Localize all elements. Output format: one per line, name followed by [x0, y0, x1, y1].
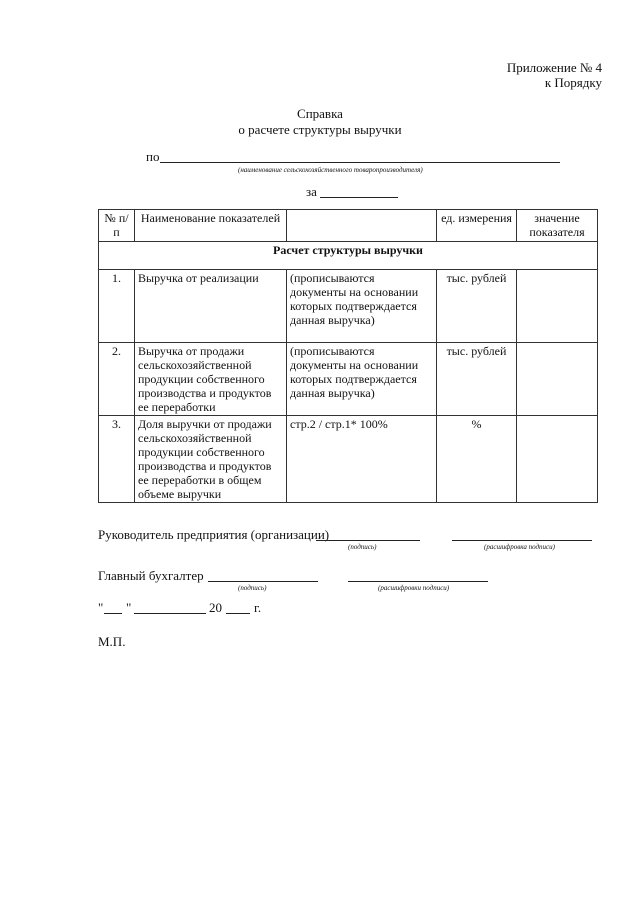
appendix-number: Приложение № 4 [506, 60, 602, 75]
accountant-decode-caption: (расшифровки подписи) [378, 584, 450, 592]
appendix-label [507, 60, 602, 90]
row-unit: % [437, 416, 517, 503]
row-desc: (прописываются документы на основании которых подтверждается данная выручка) [287, 343, 437, 416]
header-name: Наименование показателей [135, 210, 287, 242]
stamp-place: М.П. [98, 634, 126, 649]
header-num: № п/п [99, 210, 135, 242]
recipient-caption: (наименование сельскохозяйственного товаропроизводителя) [238, 166, 423, 174]
row-value[interactable] [517, 270, 598, 343]
table-row [99, 343, 598, 416]
section-title: Расчет структуры выручки [99, 242, 598, 270]
row-name: Выручка от продажи сельскохозяйственной продукции собственного производства и продуктов ее переработки [135, 343, 287, 416]
header-unit: ед. измерения [437, 210, 517, 242]
table-row [99, 270, 598, 343]
row-num: 3. [99, 416, 135, 503]
accountant-label: Главный бухгалтер [98, 568, 204, 583]
row-name: Выручка от реализации [135, 270, 287, 343]
accountant-signature-field[interactable] [208, 581, 318, 582]
date-day-field[interactable] [104, 613, 122, 614]
row-num: 1. [99, 270, 135, 343]
recipient-field[interactable] [160, 162, 560, 163]
date-year-prefix: 20 [209, 600, 222, 615]
section-row [99, 242, 598, 270]
row-num: 2. [99, 343, 135, 416]
date-close-quote: " [126, 600, 132, 615]
header-value: значение показателя [517, 210, 598, 242]
row-desc: стр.2 / стр.1* 100% [287, 416, 437, 503]
document-title [0, 106, 640, 138]
row-unit: тыс. рублей [437, 270, 517, 343]
date-year-field[interactable] [226, 613, 250, 614]
head-label: Руководитель предприятия (организации) [98, 527, 330, 542]
table-header-row [99, 210, 598, 242]
title-subtitle: о расчете структуры выручки [238, 122, 402, 137]
title-main: Справка [297, 106, 343, 121]
period-field[interactable] [320, 197, 398, 198]
appendix-reference: к Порядку [544, 75, 602, 90]
row-unit: тыс. рублей [437, 343, 517, 416]
header-desc [287, 210, 437, 242]
table-row [99, 416, 598, 503]
row-value[interactable] [517, 416, 598, 503]
row-name: Доля выручки от продажи сельскохозяйственной продукции собственного производства и продуктов ее переработки в общем объеме выручки [135, 416, 287, 503]
recipient-label: по [146, 149, 160, 164]
head-signature-field[interactable] [316, 540, 420, 541]
date-open-quote: " [98, 600, 104, 615]
period-label: за [306, 184, 317, 199]
accountant-signature-caption: (подпись) [238, 584, 267, 592]
head-decode-caption: (расшифровка подписи) [484, 543, 555, 551]
row-desc: (прописываются документы на основании которых подтверждается данная выручка) [287, 270, 437, 343]
date-month-field[interactable] [134, 613, 206, 614]
accountant-decode-field[interactable] [348, 581, 488, 582]
head-signature-caption: (подпись) [348, 543, 377, 551]
revenue-structure-table [98, 209, 598, 503]
date-suffix: г. [254, 600, 262, 615]
head-decode-field[interactable] [452, 540, 592, 541]
row-value[interactable] [517, 343, 598, 416]
